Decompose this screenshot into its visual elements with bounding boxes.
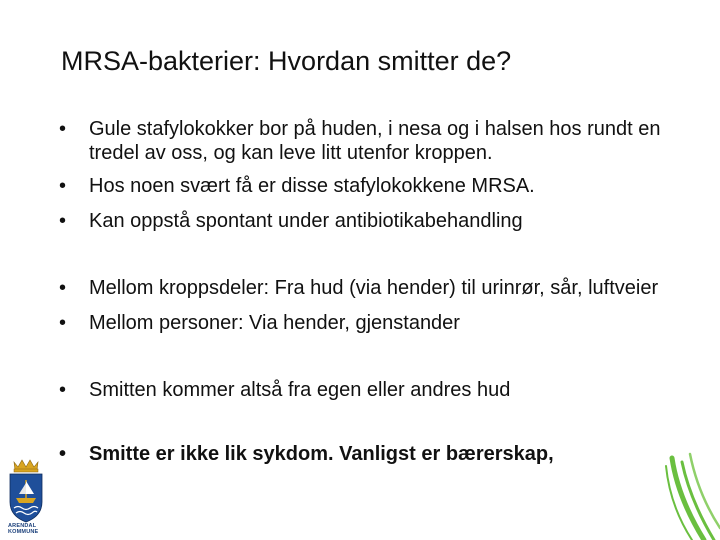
bullet-marker: • — [59, 210, 67, 232]
bullet-text: Mellom personer: Via hender, gjenstander — [89, 312, 460, 334]
bullet-text: Smitten kommer altså fra egen eller andres hud — [89, 379, 511, 401]
bullet-item — [58, 311, 668, 335]
bullet-item — [58, 378, 668, 402]
bullet-text: Gule stafylokokker bor på huden, i nesa og i halsen hos rundt en tredel av oss, og kan leve litt utenfor kroppen. — [89, 118, 661, 164]
bullet-text: Hos noen svært få er disse stafylokokkene MRSA. — [89, 175, 535, 197]
bullet-item — [58, 442, 668, 466]
municipality-name-line1: ARENDAL — [8, 523, 37, 529]
bullet-list — [58, 117, 668, 475]
bullet-item — [58, 276, 668, 300]
bullet-marker: • — [59, 118, 67, 140]
bullet-text: Mellom kroppsdeler: Fra hud (via hender) til urinrør, sår, luftveier — [89, 277, 659, 299]
green-swoosh-icon — [660, 448, 720, 540]
bullet-item — [58, 117, 668, 165]
bullet-item — [58, 174, 668, 198]
bullet-marker: • — [59, 379, 67, 401]
municipality-name — [8, 523, 38, 535]
bullet-text: Smitte er ikke lik sykdom. Vanligst er bærerskap, — [89, 443, 554, 465]
bullet-marker: • — [59, 277, 67, 299]
slide-title: MRSA-bakterier: Hvordan smitter de? — [61, 46, 512, 76]
bullet-marker: • — [59, 175, 67, 197]
bullet-item — [58, 209, 668, 233]
bullet-marker: • — [59, 443, 67, 465]
bullet-text: Kan oppstå spontant under antibiotikabehandling — [89, 210, 523, 232]
municipality-name-line2: KOMMUNE — [8, 529, 39, 535]
bullet-marker: • — [59, 312, 67, 334]
